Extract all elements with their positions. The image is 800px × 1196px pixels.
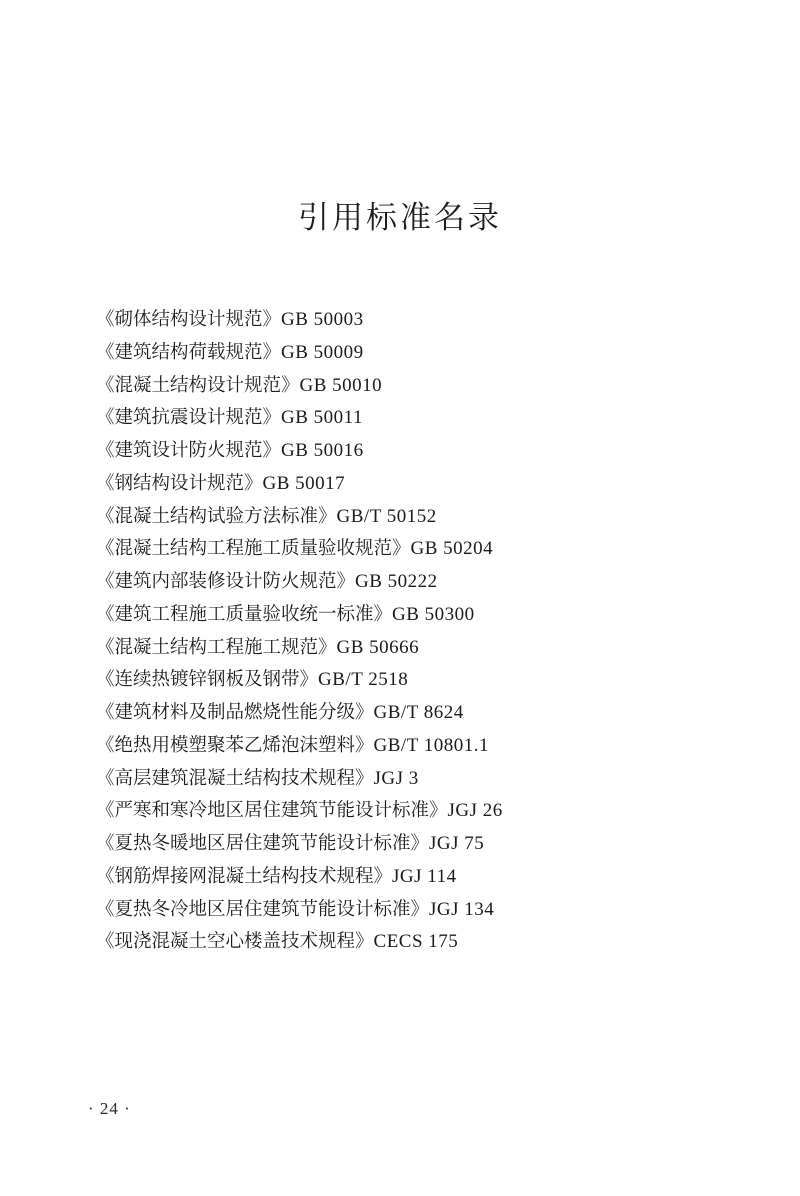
standard-name: 《建筑结构荷载规范》 (96, 341, 282, 363)
page-title: 引用标准名录 (298, 200, 502, 236)
standard-code: GB 50222 (355, 571, 438, 592)
list-item (96, 468, 776, 501)
standard-code: GB/T 10801.1 (373, 734, 489, 756)
list-item (96, 304, 776, 337)
list-item (96, 861, 776, 894)
standard-name: 《混凝土结构工程施工规范》 (96, 636, 337, 658)
list-item (96, 632, 776, 665)
standards-list (96, 304, 776, 959)
standard-name: 《混凝土结构工程施工质量验收规范》 (96, 538, 411, 560)
standard-code: GB 50666 (336, 636, 420, 658)
standard-name: 《严寒和寒冷地区居住建筑节能设计标准》 (96, 800, 448, 822)
standard-code: JGJ 114 (392, 865, 457, 887)
list-item (96, 402, 776, 435)
list-item (96, 599, 776, 632)
list-item (96, 697, 776, 730)
standard-name: 《绝热用模塑聚苯乙烯泡沫塑料》 (96, 734, 374, 756)
list-item (96, 370, 776, 403)
standard-name: 《钢筋焊接网混凝土结构技术规程》 (96, 865, 393, 887)
standard-code: JGJ 26 (447, 800, 503, 822)
standard-code: GB 50003 (281, 309, 364, 330)
standard-code: GB/T 8624 (373, 702, 464, 723)
standard-code: GB 50016 (281, 440, 364, 461)
standard-name: 《混凝土结构设计规范》 (96, 374, 300, 396)
standard-code: GB 50011 (281, 407, 363, 429)
standard-name: 《建筑材料及制品燃烧性能分级》 (96, 702, 374, 723)
list-item (96, 566, 776, 599)
list-item (96, 435, 776, 468)
standard-name: 《建筑内部装修设计防火规范》 (96, 571, 356, 592)
standard-name: 《混凝土结构试验方法标准》 (96, 505, 337, 527)
list-item (96, 828, 776, 861)
standard-name: 《砌体结构设计规范》 (96, 309, 282, 330)
list-item (96, 533, 776, 566)
standard-code: GB 50017 (262, 472, 346, 494)
standard-code: GB 50010 (299, 374, 383, 396)
standard-code: GB/T 50152 (336, 505, 437, 527)
page-number: · 24 · (88, 1099, 131, 1118)
standard-code: GB 50204 (410, 538, 494, 560)
standard-code: JGJ 3 (373, 767, 419, 789)
standard-code: CECS 175 (373, 931, 459, 953)
standard-code: GB 50009 (281, 341, 364, 363)
standard-name: 《高层建筑混凝土结构技术规程》 (96, 767, 374, 789)
standard-code: JGJ 75 (429, 833, 485, 854)
list-item (96, 730, 776, 763)
list-item (96, 501, 776, 534)
standard-name: 《建筑工程施工质量验收统一标准》 (96, 603, 393, 625)
standard-name: 《夏热冬暖地区居住建筑节能设计标准》 (96, 833, 430, 854)
list-item (96, 894, 776, 927)
standard-code: JGJ 134 (429, 898, 495, 920)
standard-code: GB 50300 (392, 603, 475, 625)
list-item (96, 337, 776, 370)
standard-name: 《夏热冬冷地区居住建筑节能设计标准》 (96, 898, 430, 920)
list-item (96, 795, 776, 828)
list-item (96, 926, 776, 959)
standard-code: GB/T 2518 (318, 669, 409, 691)
standard-name: 《建筑设计防火规范》 (96, 440, 282, 461)
standard-name: 《现浇混凝土空心楼盖技术规程》 (96, 931, 374, 953)
list-item (96, 664, 776, 697)
standard-name: 《连续热镀锌钢板及钢带》 (96, 669, 319, 691)
standard-name: 《建筑抗震设计规范》 (96, 407, 282, 429)
standard-name: 《钢结构设计规范》 (96, 472, 263, 494)
list-item (96, 763, 776, 796)
